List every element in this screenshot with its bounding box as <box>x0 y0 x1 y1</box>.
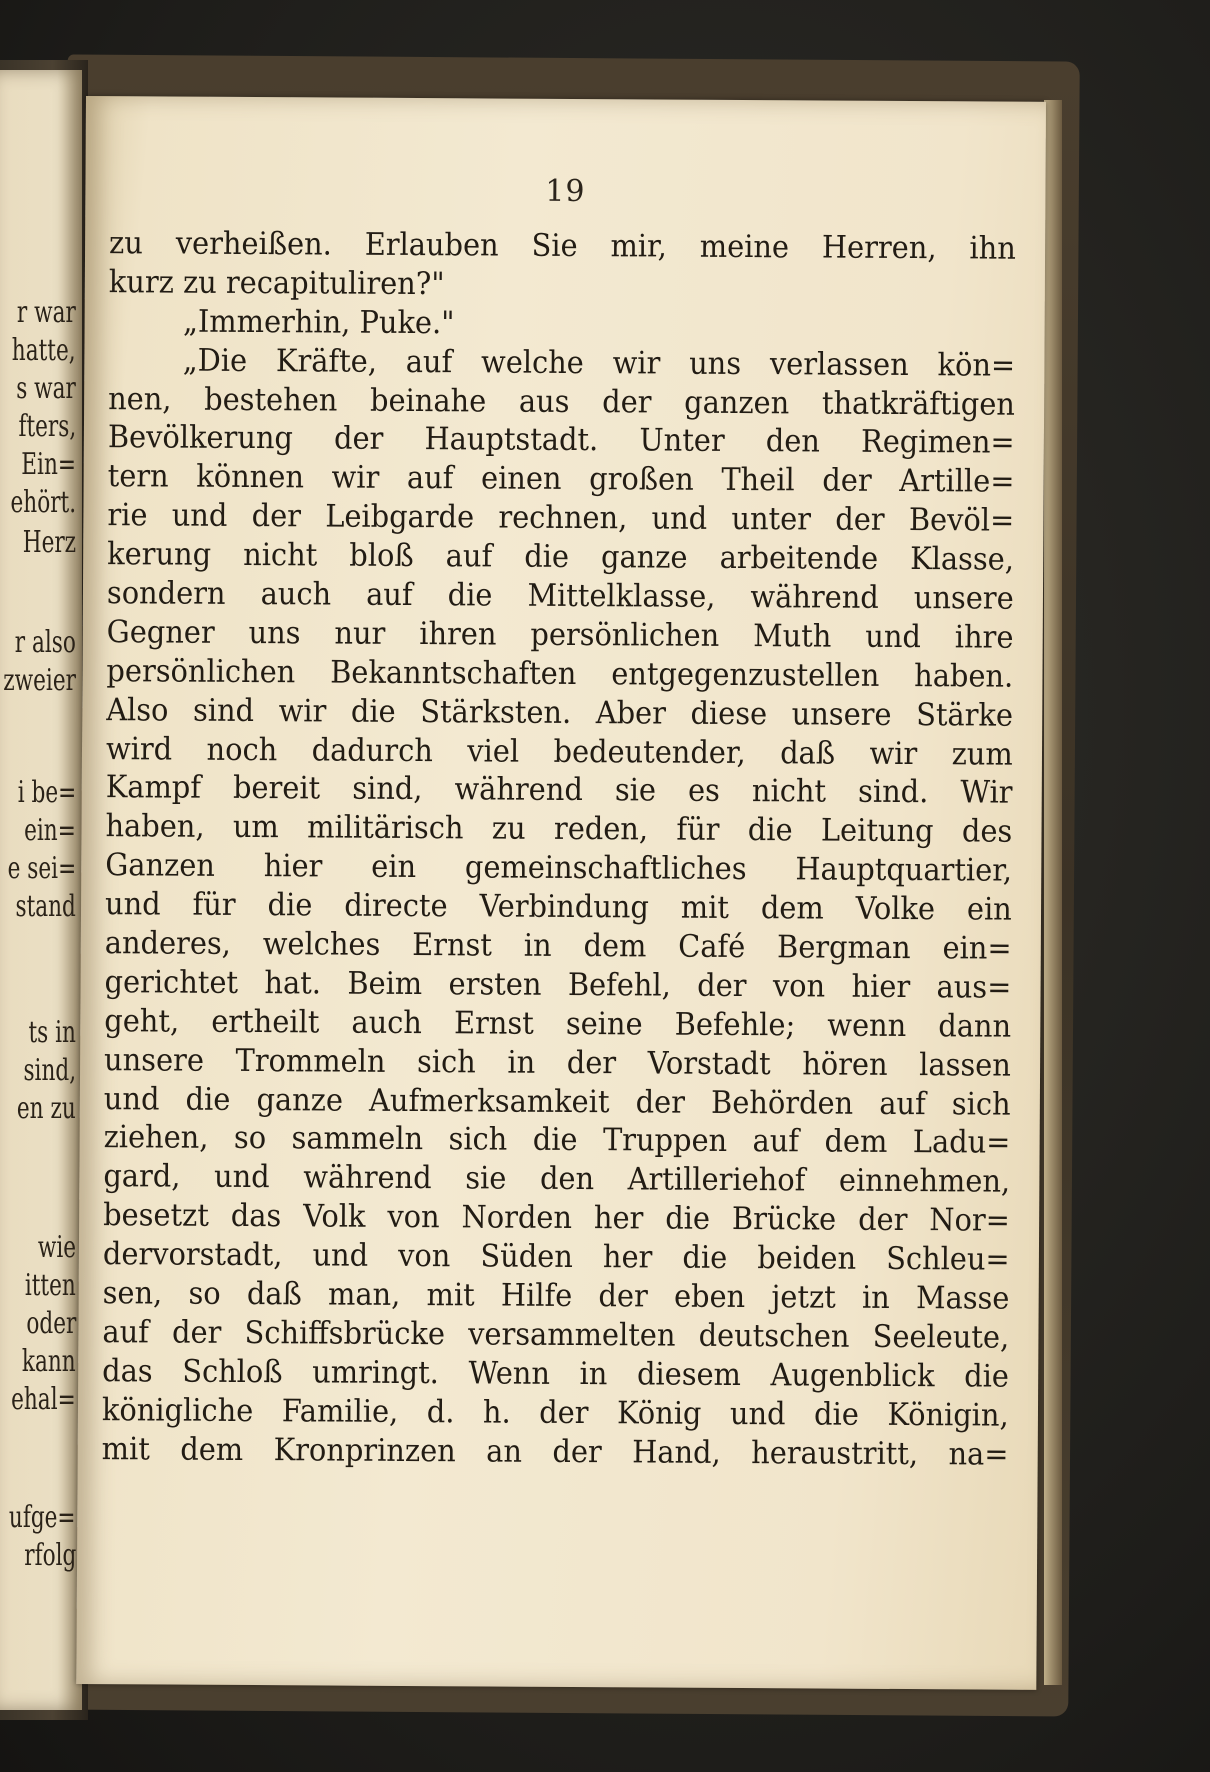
text-line: besetzt das Volk von Norden her die Brücke der Nor= <box>103 1197 1011 1239</box>
previous-page-fragment: s war <box>16 371 76 406</box>
book-page <box>76 96 1046 1690</box>
text-line: nen, bestehen beinahe aus der ganzen thatkräftigen <box>108 380 1015 423</box>
text-line: sen, so daß man, mit Hilfe der eben jetzt in Masse <box>102 1275 1010 1317</box>
previous-page-fragment: ein= <box>24 813 76 848</box>
text-line: ziehen, so sammeln sich die Truppen auf dem Ladu= <box>103 1119 1011 1162</box>
text-line: gard, und während sie den Artilleriehof einnehmen, <box>103 1158 1011 1201</box>
text-line: „Die Kräfte, auf welche wir uns verlassen kön= <box>182 342 1016 384</box>
previous-page-fragment: r also <box>14 625 76 660</box>
previous-page-fragment: stand <box>15 889 76 924</box>
text-line: Gegner uns nur ihren persönlichen Muth und ihre <box>106 614 1014 656</box>
text-line: gerichtet hat. Beim ersten Befehl, der von hier aus= <box>104 964 1012 1006</box>
text-line: Ganzen hier ein gemeinschaftliches Hauptquartier, <box>105 847 1013 889</box>
previous-page-fragment: fters, <box>18 409 76 444</box>
previous-page-fragment: itten <box>25 1268 76 1303</box>
previous-page-fragment: ufge= <box>9 1500 76 1535</box>
text-line: geht, ertheilt auch Ernst seine Befehle; wenn dann <box>104 1002 1012 1045</box>
text-line: wird noch dadurch viel bedeutender, daß wir zum <box>105 730 1013 773</box>
text-line: tern können wir auf einen großen Theil der Artille= <box>107 458 1015 501</box>
text-line: zu verheißen. Erlauben Sie mir, meine Herren, ihn <box>108 225 1016 267</box>
previous-page-fragment: kann <box>22 1344 76 1379</box>
previous-page-fragment: hatte, <box>12 333 76 368</box>
page-text <box>102 224 1015 1474</box>
previous-page-fragment: ehört. <box>10 485 76 520</box>
text-line: kurz zu recapituliren?" <box>108 264 445 303</box>
text-line: sondern auch auf die Mittelklasse, während unsere <box>106 575 1014 617</box>
text-line: und die ganze Aufmerksamkeit der Behörden auf sich <box>103 1080 1011 1123</box>
text-line: und für die directe Verbindung mit dem Volke ein <box>104 886 1012 928</box>
text-line: dervorstadt, und von Süden her die beiden Schleu= <box>102 1236 1010 1278</box>
previous-page-fragment: wie <box>37 1230 76 1265</box>
text-line: Kampf bereit sind, während sie es nicht sind. Wir <box>105 769 1013 812</box>
previous-page-fragment: Herz <box>22 525 76 560</box>
previous-page-fragment: en zu <box>17 1091 76 1126</box>
page-edge-shadow <box>1044 100 1062 1685</box>
previous-page-fragment: ehal= <box>11 1382 76 1417</box>
text-line: mit dem Kronprinzen an der Hand, heraustritt, na= <box>101 1430 1009 1473</box>
previous-page-fragment: sind, <box>23 1053 76 1088</box>
previous-page-edge <box>0 70 82 1710</box>
previous-page-fragment: oder <box>26 1306 76 1341</box>
text-line: auf der Schiffsbrücke versammelten deutschen Seeleute, <box>102 1314 1010 1356</box>
text-line: rie und der Leibgarde rechnen, und unter der Bevöl= <box>107 497 1015 539</box>
previous-page-fragment: r war <box>17 295 76 330</box>
previous-page-fragment: ts in <box>28 1015 76 1050</box>
previous-page-fragment: i be= <box>17 775 76 810</box>
previous-page-fragment: e sei= <box>7 851 76 886</box>
text-line: haben, um militärisch zu reden, für die Leitung des <box>105 808 1013 851</box>
text-line: kerung nicht bloß auf die ganze arbeitende Klasse, <box>107 536 1015 578</box>
text-line: Also sind wir die Stärksten. Aber diese unsere Stärke <box>106 691 1014 734</box>
text-line: unsere Trommeln sich in der Vorstadt hören lassen <box>104 1041 1011 1084</box>
text-line: königliche Familie, d. h. der König und die Königin, <box>101 1391 1009 1434</box>
text-line: „Immerhin, Puke." <box>182 303 455 342</box>
text-line: persönlichen Bekanntschaften entgegenzustellen haben. <box>106 652 1014 695</box>
page-number: 19 <box>545 173 586 210</box>
text-line: Bevölkerung der Hauptstadt. Unter den Regimen= <box>107 419 1015 462</box>
previous-page-fragment: rfolg <box>23 1538 76 1573</box>
text-line: anderes, welches Ernst in dem Café Bergman ein= <box>104 925 1012 967</box>
previous-page-fragment: zweier <box>3 663 76 698</box>
text-line: das Schloß umringt. Wenn in diesem Augenblick die <box>102 1352 1010 1395</box>
previous-page-fragment: Ein= <box>21 447 76 482</box>
